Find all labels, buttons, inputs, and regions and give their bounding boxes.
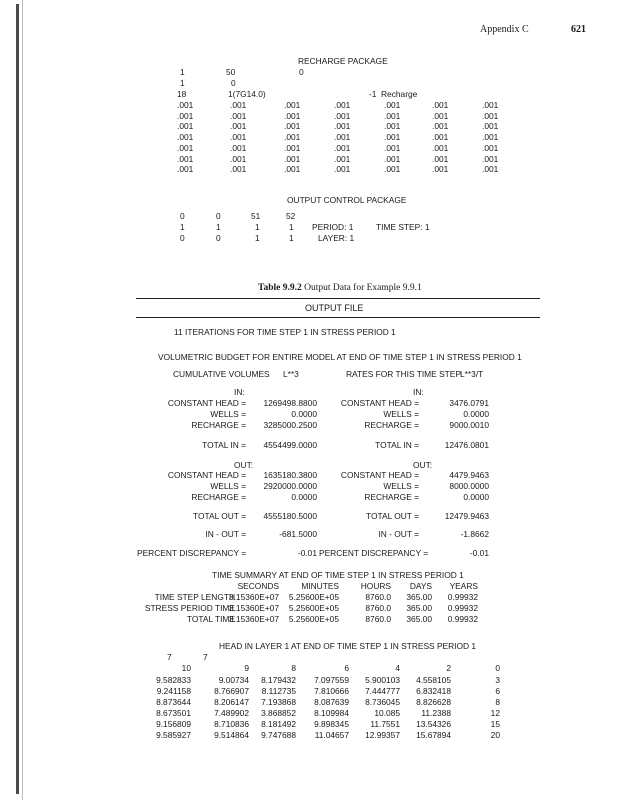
recharge-grid-cell: .001 (384, 132, 401, 143)
head-column-header: 10 (181, 663, 191, 673)
budget-in-minus-out: IN - OUT = -681.5000 IN - OUT = -1.8662 (205, 529, 489, 539)
recharge-grid-row (0, 154, 617, 164)
time-summary-row (0, 592, 617, 602)
budget-out-label-cum: OUT: (234, 460, 254, 470)
recharge-grid-row (0, 111, 617, 121)
budget-total-out: TOTAL OUT = 4555180.5000 TOTAL OUT = 12479.9463 (193, 511, 489, 521)
head-cell: 8.873644 (156, 697, 191, 707)
head-cell: 8.179432 (261, 675, 296, 685)
head-cell: 11.7551 (370, 719, 400, 729)
time-summary-cell: 8760.0 (365, 592, 391, 602)
recharge-grid-cell: .001 (384, 164, 401, 175)
head-column-header: 9 (244, 663, 249, 673)
table-heading-rule (136, 317, 540, 318)
recharge-title: RECHARGE PACKAGE (298, 56, 388, 66)
time-summary-cell: 0.99932 (447, 603, 478, 613)
budget-column-headers: CUMULATIVE VOLUMES L**3 RATES FOR THIS TIME STEP L**3/T (173, 369, 484, 379)
recharge-grid-cell: .001 (334, 100, 351, 110)
time-summary-header: HOURS (360, 581, 391, 591)
time-summary-header: YEARS (449, 581, 478, 591)
recharge-grid-cell: .001 (482, 164, 499, 175)
budget-row: WELLS = 0.0000 WELLS = 0.0000 (210, 409, 489, 419)
recharge-grid-cell: .001 (384, 100, 401, 110)
output-file-heading: OUTPUT FILE (305, 303, 364, 313)
time-summary-cell: 5.25600E+05 (288, 614, 339, 624)
budget-percent-discrepancy: PERCENT DISCREPANCY = -0.01 PERCENT DISCREPANCY = -0.01 (137, 548, 489, 558)
time-summary-cell: 5.25600E+05 (288, 592, 339, 602)
recharge-grid-cell: .001 (482, 142, 499, 153)
recharge-grid-cell: .001 (334, 132, 351, 143)
budget-out-label-rate: OUT: (413, 460, 433, 470)
head-cell: 8.109984 (314, 708, 349, 718)
recharge-grid-cell: .001 (432, 164, 449, 175)
head-cell: 10.085 (374, 708, 400, 718)
time-summary-row-label: TIME STEP LENGTH (154, 592, 235, 602)
head-cell: 9.156809 (156, 719, 191, 729)
recharge-grid-cell: .001 (384, 142, 401, 153)
recharge-grid-cell: .001 (334, 153, 351, 164)
recharge-grid-cell: .001 (432, 121, 449, 132)
time-summary-cell: 3.15360E+07 (228, 614, 279, 624)
time-summary-cell: 3.15360E+07 (228, 603, 279, 613)
recharge-grid-cell: .001 (334, 142, 351, 153)
time-summary-cell: 5.25600E+05 (288, 603, 339, 613)
recharge-grid-cell: .001 (177, 153, 194, 164)
iterations-line: 11 ITERATIONS FOR TIME STEP 1 IN STRESS PERIOD 1 (174, 327, 396, 337)
head-cell: 8.826628 (416, 697, 451, 707)
head-cell: 9.241158 (156, 686, 191, 696)
head-cell: 8 (495, 697, 500, 707)
recharge-grid-cell: .001 (177, 142, 194, 153)
time-summary-cell: 8760.0 (365, 614, 391, 624)
head-cell: 8.087639 (314, 697, 349, 707)
table-caption (258, 283, 422, 293)
recharge-grid-cell: .001 (230, 132, 247, 143)
recharge-grid-row (0, 143, 617, 153)
time-summary-cell: 365.00 (406, 614, 432, 624)
head-cell: 7.810666 (314, 686, 349, 696)
head-column-headers (0, 663, 617, 673)
head-cell: 7.097559 (314, 675, 349, 685)
head-cell: 5.900103 (365, 675, 400, 685)
recharge-grid-row (0, 121, 617, 131)
recharge-grid-cell: .001 (177, 132, 194, 143)
head-cell: 11.2388 (421, 708, 451, 718)
recharge-line-2: 1 0 (180, 78, 236, 88)
head-cell: 8.673501 (156, 708, 191, 718)
recharge-grid-cell: .001 (432, 132, 449, 143)
time-summary-row (0, 603, 617, 613)
head-cell: 13.54326 (416, 719, 451, 729)
recharge-grid-cell: .001 (284, 121, 301, 132)
recharge-grid-cell: .001 (177, 100, 194, 110)
recharge-grid-cell: .001 (177, 164, 194, 175)
head-row (0, 719, 617, 729)
time-summary-row-label: STRESS PERIOD TIME (144, 603, 235, 613)
head-row (0, 730, 617, 740)
table-top-rule (136, 298, 540, 299)
time-summary-cell: 0.99932 (447, 614, 478, 624)
recharge-grid-cell: .001 (384, 153, 401, 164)
head-cell: 9.585927 (156, 730, 191, 740)
budget-row: RECHARGE = 3285000.2500 RECHARGE = 9000.0010 (191, 420, 489, 430)
budget-total-in: TOTAL IN = 4554499.0000 TOTAL IN = 12476.0801 (202, 440, 489, 450)
recharge-grid-cell: .001 (384, 121, 401, 132)
head-cell: 20 (490, 730, 500, 740)
time-summary-header: SECONDS (237, 581, 279, 591)
time-summary-cell: 8760.0 (365, 603, 391, 613)
recharge-grid-cell: .001 (432, 153, 449, 164)
head-row (0, 708, 617, 718)
recharge-grid-cell: .001 (230, 164, 247, 175)
time-summary-cell: 3.15360E+07 (228, 592, 279, 602)
time-summary-header: DAYS (409, 581, 432, 591)
head-cell: 11.04657 (314, 730, 349, 740)
time-summary-title: TIME SUMMARY AT END OF TIME STEP 1 IN STRESS PERIOD 1 (212, 570, 464, 580)
recharge-line-3: 18 1(7G14.0) -1 Recharge (177, 89, 418, 99)
head-column-header: 6 (344, 663, 349, 673)
recharge-grid-cell: .001 (230, 100, 247, 110)
head-cell: 9.898345 (314, 719, 349, 729)
head-cell: 7.489902 (214, 708, 249, 718)
time-summary-cell: 365.00 (406, 603, 432, 613)
recharge-grid-cell: .001 (230, 153, 247, 164)
head-cell: 12 (490, 708, 500, 718)
head-dimensions: 7 7 (167, 652, 208, 662)
appendix-label: Appendix C (480, 24, 529, 35)
page-number: 621 (571, 24, 586, 35)
recharge-grid-cell: .001 (230, 121, 247, 132)
head-cell: 6.832418 (416, 686, 451, 696)
recharge-grid-cell: .001 (482, 100, 499, 110)
head-cell: 7.193868 (261, 697, 296, 707)
time-summary-headers (0, 581, 617, 591)
head-column-header: 0 (495, 663, 500, 673)
recharge-grid-cell: .001 (334, 121, 351, 132)
recharge-grid-cell: .001 (284, 153, 301, 164)
head-cell: 8.736045 (365, 697, 400, 707)
budget-row: RECHARGE = 0.0000 RECHARGE = 0.0000 (191, 492, 489, 502)
head-cell: 8.206147 (214, 697, 249, 707)
recharge-line-1: 1 50 0 (180, 67, 304, 77)
time-summary-cell: 365.00 (406, 592, 432, 602)
time-summary-row (0, 614, 617, 624)
budget-in-label-cum: IN: (234, 387, 245, 397)
time-summary-cell: 0.99932 (447, 592, 478, 602)
head-cell: 8.112735 (261, 686, 296, 696)
recharge-grid-cell: .001 (284, 142, 301, 153)
budget-title: VOLUMETRIC BUDGET FOR ENTIRE MODEL AT END OF TIME STEP 1 IN STRESS PERIOD 1 (158, 352, 522, 362)
recharge-grid-cell: .001 (432, 100, 449, 110)
budget-row: CONSTANT HEAD = 1269498.8800 CONSTANT HEAD = 3476.0791 (167, 398, 489, 408)
head-row (0, 675, 617, 685)
head-cell: 8.710836 (214, 719, 249, 729)
head-cell: 9.00734 (218, 675, 249, 685)
recharge-grid-cell: .001 (334, 164, 351, 175)
head-cell: 15 (490, 719, 500, 729)
head-column-header: 4 (395, 663, 400, 673)
head-cell: 15.67894 (416, 730, 451, 740)
recharge-grid-cell: .001 (482, 132, 499, 143)
recharge-grid-cell: .001 (432, 110, 449, 121)
head-cell: 8.181492 (261, 719, 296, 729)
head-cell: 7.444777 (365, 686, 400, 696)
time-summary-row-label: TOTAL TIME (186, 614, 235, 624)
recharge-grid-cell: .001 (384, 110, 401, 121)
recharge-grid-row (0, 100, 617, 110)
recharge-grid-cell: .001 (177, 121, 194, 132)
recharge-grid-cell: .001 (284, 164, 301, 175)
head-cell: 8.766907 (214, 686, 249, 696)
head-cell: 3.868852 (261, 708, 296, 718)
recharge-grid-cell: .001 (482, 110, 499, 121)
recharge-grid-cell: .001 (482, 121, 499, 132)
head-column-header: 2 (446, 663, 451, 673)
output-control-title: OUTPUT CONTROL PACKAGE (287, 195, 407, 205)
head-title: HEAD IN LAYER 1 AT END OF TIME STEP 1 IN STRESS PERIOD 1 (219, 641, 477, 651)
recharge-grid-cell: .001 (230, 110, 247, 121)
recharge-grid-cell: .001 (334, 110, 351, 121)
head-cell: 9.747688 (261, 730, 296, 740)
budget-in-label-rate: IN: (413, 387, 424, 397)
recharge-grid-cell: .001 (284, 100, 301, 110)
output-control-line-1: 0 0 51 52 (180, 211, 296, 221)
table-caption-label: Table 9.9.2 (258, 283, 302, 293)
recharge-grid-row (0, 164, 617, 174)
recharge-grid-cell: .001 (432, 142, 449, 153)
recharge-grid-cell: .001 (230, 142, 247, 153)
head-cell: 4.558105 (416, 675, 451, 685)
head-cell: 12.99357 (365, 730, 400, 740)
budget-row: WELLS = 2920000.0000 WELLS = 8000.0000 (210, 481, 489, 491)
head-cell: 3 (495, 675, 500, 685)
recharge-grid-cell: .001 (482, 153, 499, 164)
head-cell: 9.582833 (156, 675, 191, 685)
head-cell: 9.514864 (214, 730, 249, 740)
table-caption-text: Output Data for Example 9.9.1 (304, 283, 422, 293)
recharge-grid-row (0, 132, 617, 142)
head-cell: 6 (495, 686, 500, 696)
recharge-grid-cell: .001 (177, 110, 194, 121)
time-summary-header: MINUTES (301, 581, 339, 591)
recharge-grid-cell: .001 (284, 110, 301, 121)
budget-row: CONSTANT HEAD = 1635180.3800 CONSTANT HEAD = 4479.9463 (167, 470, 489, 480)
recharge-grid-cell: .001 (284, 132, 301, 143)
head-column-header: 8 (291, 663, 296, 673)
head-row (0, 686, 617, 696)
output-control-line-2: 1 1 1 1 PERIOD: 1 TIME STEP: 1 (180, 222, 430, 232)
head-row (0, 697, 617, 707)
output-control-line-3: 0 0 1 1 LAYER: 1 (180, 233, 355, 243)
